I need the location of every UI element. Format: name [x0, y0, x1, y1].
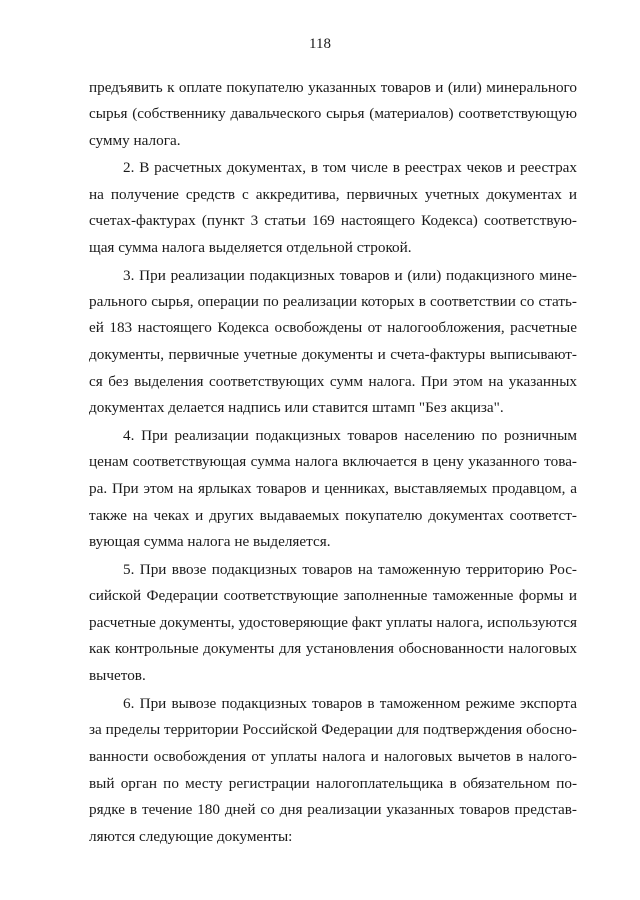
paragraph-6-line-5: рядке в течение 180 дней со дня реализации указанных товаров представ- [89, 801, 577, 818]
paragraph-6-line-1: 6. При вывозе подакцизных товаров в таможенном режиме экспорта [123, 695, 577, 712]
paragraph-4-line-3: ра. При этом на ярлыках товаров и ценниках, выставляемых продавцом, а [89, 480, 577, 497]
paragraph-2-line-3: счетах-фактурах (пункт 3 статьи 169 настоящего Кодекса) соответствую- [89, 212, 577, 229]
paragraph-4-line-5: вующая сумма налога не выделяется. [89, 533, 331, 550]
paragraph-3-line-4: документы, первичные учетные документы и счета-фактуры выписывают- [89, 346, 577, 363]
paragraph-4-line-2: ценам соответствующая сумма налога включается в цену указанного това- [89, 453, 577, 470]
paragraph-5-line-1: 5. При ввозе подакцизных товаров на таможенную территорию Рос- [123, 561, 577, 578]
paragraph-3-line-3: ей 183 настоящего Кодекса освобождены от налогообложения, расчетные [89, 319, 577, 336]
paragraph-3-line-6: документах делается надпись или ставится штамп "Без акциза". [89, 399, 504, 416]
paragraph-5-line-5: вычетов. [89, 667, 146, 684]
paragraph-2-line-2: на получение средств с аккредитива, первичных учетных документах и [89, 186, 577, 203]
paragraph-6-line-6: ляются следующие документы: [89, 828, 293, 845]
paragraph-6-line-2: за пределы территории Российской Федерации для подтверждения обосно- [89, 721, 577, 738]
paragraph-1-line-3: сумму налога. [89, 132, 181, 149]
page-number: 118 [309, 36, 331, 52]
paragraph-3-line-2: рального сырья, операции по реализации которых в соответствии со стать- [89, 293, 577, 310]
paragraph-3-line-5: ся без выделения соответствующих сумм налога. При этом на указанных [89, 373, 577, 390]
paragraph-6-line-4: вый орган по месту регистрации налогоплательщика в обязательном по- [89, 775, 577, 792]
paragraph-5-line-3: расчетные документы, удостоверяющие факт уплаты налога, используются [89, 614, 577, 631]
paragraph-4-line-1: 4. При реализации подакцизных товаров населению по розничным [123, 427, 577, 444]
paragraph-2-line-4: щая сумма налога выделяется отдельной строкой. [89, 239, 412, 256]
paragraph-2-line-1: 2. В расчетных документах, в том числе в реестрах чеков и реестрах [123, 159, 577, 176]
paragraph-6-line-3: ванности освобождения от уплаты налога и налоговых вычетов в налого- [89, 748, 577, 765]
paragraph-1-line-1: предъявить к оплате покупателю указанных товаров и (или) минерального [89, 79, 577, 96]
paragraph-1-line-2: сырья (собственнику давальческого сырья (материалов) соответствующую [89, 105, 577, 122]
paragraph-5-line-4: как контрольные документы для установления обоснованности налоговых [89, 640, 577, 657]
paragraph-5-line-2: сийской Федерации соответствующие заполненные таможенные формы и [89, 587, 577, 604]
paragraph-4-line-4: также на чеках и других выдаваемых покупателю документах соответст- [89, 507, 577, 524]
paragraph-3-line-1: 3. При реализации подакцизных товаров и (или) подакцизного мине- [123, 267, 577, 284]
